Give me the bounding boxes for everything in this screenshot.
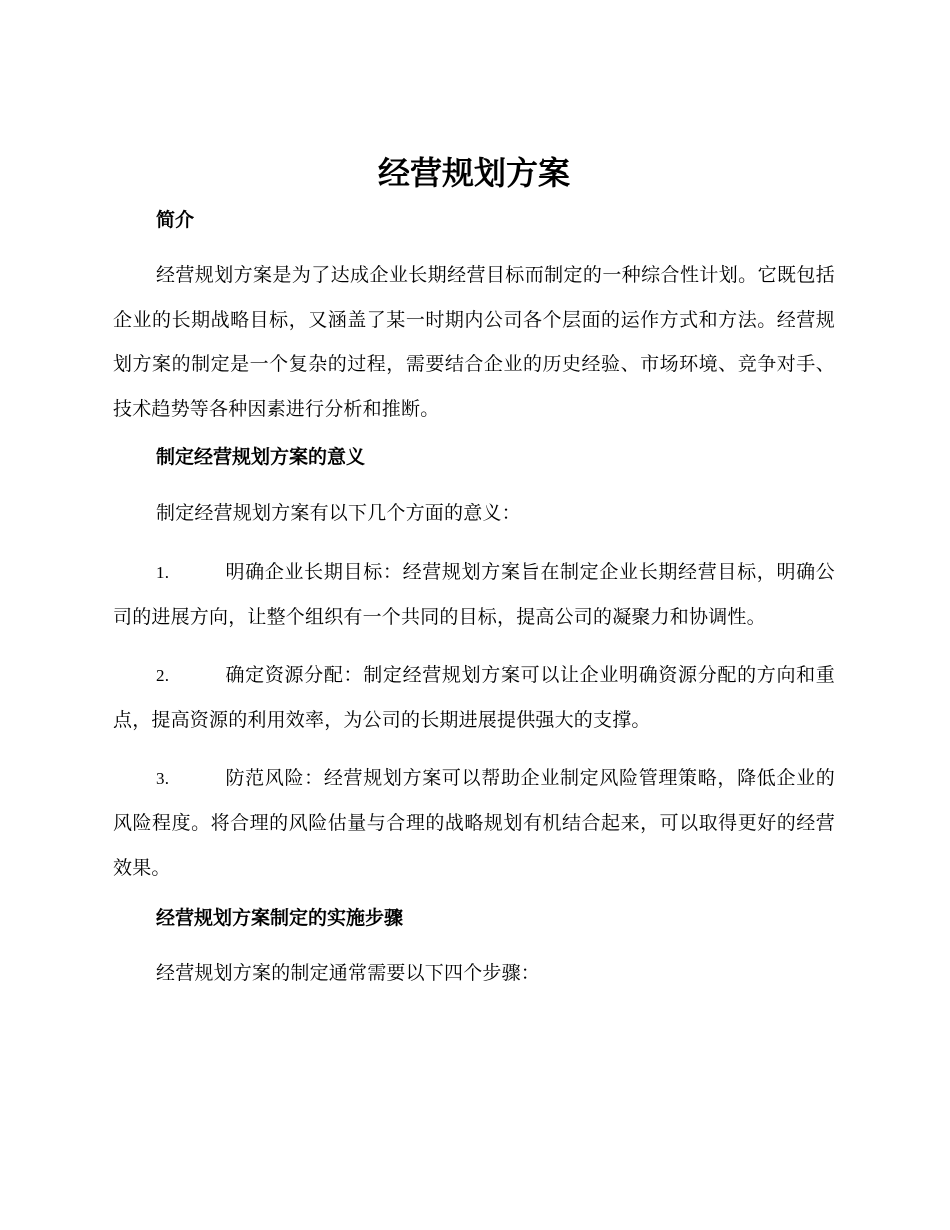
document-page [113, 148, 835, 996]
list-item [113, 653, 835, 743]
list-item-number: 1. [156, 562, 170, 582]
steps-lead: 经营规划方案的制定通常需要以下四个步骤： [156, 962, 541, 984]
intro-paragraph: 经营规划方案是为了达成企业长期经营目标而制定的一种综合性计划。它既包括企业的长期战略目标，又涵盖了某一时期内公司各个层面的运作方式和方法。经营规划方案的制定是一个复杂的过程，需要结合企业的历史经验、市场环境、竞争对手、技术趋势等各种因素进行分析和推断。 [113, 264, 835, 420]
section-heading-intro: 简介 [156, 209, 195, 231]
list-item-text: 明确企业长期目标：经营规划方案旨在制定企业长期经营目标，明确公司的进展方向，让整个组织有一个共同的目标，提高公司的凝聚力和协调性。 [113, 560, 835, 628]
list-item [113, 550, 835, 640]
list-item [113, 756, 835, 891]
list-item-number: 2. [156, 665, 170, 685]
significance-lead: 制定经营规划方案有以下几个方面的意义： [156, 502, 521, 524]
list-item-text: 确定资源分配：制定经营规划方案可以让企业明确资源分配的方向和重点，提高资源的利用效率，为公司的长期进展提供强大的支撑。 [113, 663, 835, 731]
list-item-text: 防范风险：经营规划方案可以帮助企业制定风险管理策略，降低企业的风险程度。将合理的风险估量与合理的战略规划有机结合起来，可以取得更好的经营效果。 [113, 766, 835, 879]
list-item-number: 3. [156, 768, 170, 788]
section-heading-steps: 经营规划方案制定的实施步骤 [156, 907, 404, 929]
section-heading-significance: 制定经营规划方案的意义 [156, 446, 366, 468]
document-title: 经营规划方案 [377, 154, 570, 192]
